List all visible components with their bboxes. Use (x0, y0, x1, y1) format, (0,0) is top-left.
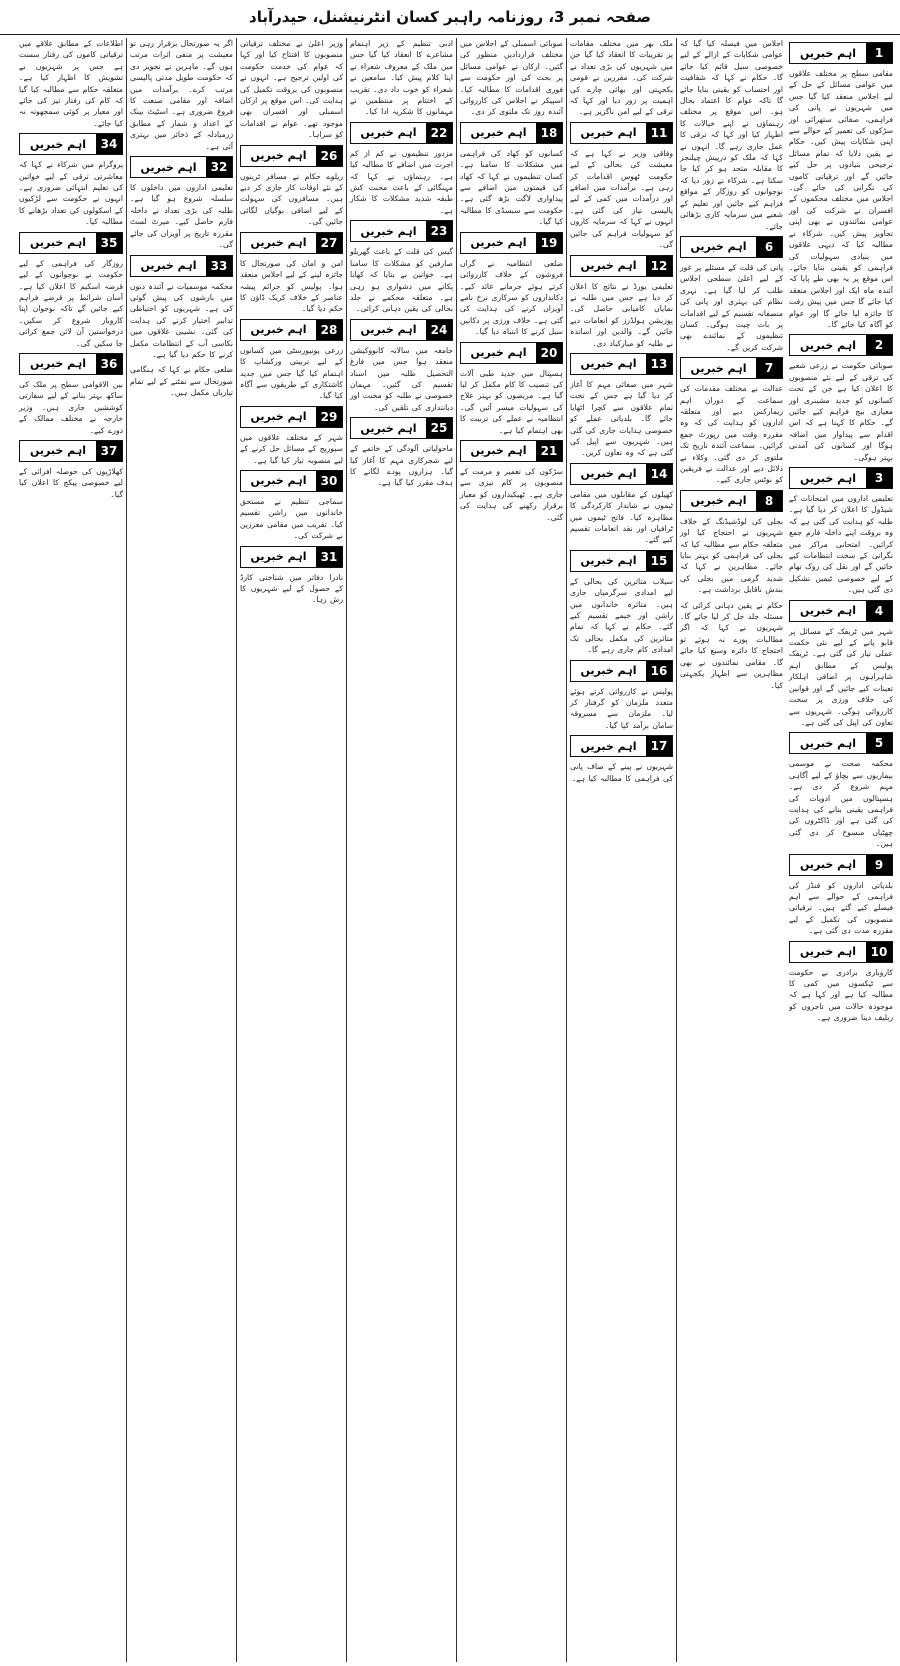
news-tag-box (19, 440, 123, 462)
news-item (350, 122, 453, 216)
news-tag-label: اہم خبریں (351, 221, 426, 241)
news-body-text: شہریوں نے پینے کے صاف پانی کی فراہمی کا مطالبہ کیا ہے۔ (570, 762, 673, 783)
news-body-text: وفاقی وزیر نے کہا ہے کہ معیشت کی بحالی کے لیے حکومت ٹھوس اقدامات کر رہی ہے۔ برآمدات میں اضافے اور درآمدات میں کمی کے لیے پالیسی تیار کی گئی ہے۔ انہوں نے کہا کہ سرمایہ کاروں کو سہولیات فراہم کی جائیں گی۔ (570, 148, 673, 250)
news-tag-box (570, 122, 673, 144)
news-tag-label: اہم خبریں (790, 43, 866, 63)
news-item (350, 38, 453, 118)
news-body-text: روزگار کی فراہمی کے لیے حکومت نے نوجوانوں کے لیے قرضہ اسکیم کا اعلان کیا ہے۔ آسان شرائط پر قرضے فراہم کیے جائیں گے تاکہ نوجوان اپنا کاروبار شروع کر سکیں۔ درخواستیں آن لائن جمع کرائی جا سکیں گی۔ (19, 258, 123, 348)
news-item (789, 600, 893, 729)
news-body-text: محکمہ موسمیات نے آئندہ دنوں میں بارشوں کی پیش گوئی کی ہے۔ شہریوں کو احتیاطی تدابیر اختیار کرنے کی ہدایت کی گئی۔ نشیبی علاقوں میں نکاسی آب کے انتظامات مکمل کرنے کا حکم دیا گیا ہے۔ (130, 281, 233, 359)
news-tag-box (680, 357, 783, 379)
news-item (570, 735, 673, 784)
news-number: 5 (866, 733, 892, 753)
news-tag-box (789, 600, 893, 622)
news-column (126, 38, 236, 1662)
news-number: 20 (536, 343, 562, 363)
news-number: 7 (756, 358, 782, 378)
news-item (130, 364, 233, 398)
news-body-text: بین الاقوامی سطح پر ملک کی ساکھ بہتر بنانے کے لیے سفارتی کوششیں جاری ہیں۔ وزیر خارجہ نے مختلف ممالک کے دورے کیے۔ (19, 379, 123, 435)
news-item (460, 232, 563, 338)
news-tag-box (789, 941, 893, 963)
news-tag-label: اہم خبریں (681, 358, 756, 378)
news-number: 3 (866, 468, 892, 488)
news-tag-box (460, 440, 563, 462)
news-number: 24 (426, 320, 452, 340)
news-tag-box (350, 417, 453, 439)
news-tag-label: اہم خبریں (351, 418, 426, 438)
news-body-text: اطلاعات کے مطابق علاقے میں ترقیاتی کاموں کی رفتار سست ہے جس پر شہریوں نے تشویش کا اظہار کیا ہے۔ متعلقہ حکام سے مطالبہ کیا گیا کہ کام کی رفتار تیز کی جائے اور معیار پر کوئی سمجھوتہ نہ کیا جائے۔ (19, 39, 123, 128)
news-tag-label: اہم خبریں (241, 547, 316, 567)
news-tag-label: اہم خبریں (571, 256, 646, 276)
news-body-text: صوبائی اسمبلی کے اجلاس میں مختلف قراردادیں منظور کی گئیں۔ ارکان نے عوامی مسائل پر بحث کی اور حکومت سے فوری اقدامات کا مطالبہ کیا۔ اسپیکر نے اجلاس کی کارروائی آئندہ روز تک ملتوی کر دی۔ (460, 39, 563, 117)
news-number: 10 (866, 942, 892, 962)
news-number: 1 (866, 43, 892, 63)
news-tag-box (240, 319, 343, 341)
news-tag-box (570, 463, 673, 485)
news-number: 11 (646, 123, 672, 143)
news-item (570, 38, 673, 118)
news-item (240, 232, 343, 315)
news-body-text: تعلیمی بورڈ نے نتائج کا اعلان کر دیا ہے جس میں طلبہ نے نمایاں کامیابی حاصل کی۔ پوزیشن ہولڈرز کو انعامات دیے جائیں گے۔ والدین اور اساتذہ نے طلبہ کو مبارکباد دی۔ (570, 281, 673, 348)
news-tag-label: اہم خبریں (241, 146, 316, 166)
news-number: 13 (646, 354, 672, 374)
page-header (0, 0, 900, 35)
news-body-text: شہر میں صفائی مہم کا آغاز کر دیا گیا ہے جس کے تحت تمام علاقوں سے کچرا اٹھایا جائے گا۔ بلدیاتی عملے کو خصوصی ہدایات جاری کی گئی ہیں۔ شہریوں سے اپیل کی گئی ہے کہ وہ تعاون کریں۔ (570, 379, 673, 458)
news-number: 29 (316, 407, 342, 427)
newspaper-columns (4, 38, 896, 1662)
news-body-text: پولیس نے کارروائی کرتے ہوئے متعدد ملزمان کو گرفتار کر لیا۔ ملزمان سے مسروقہ سامان برآمد کیا گیا۔ (570, 686, 673, 730)
news-body-text: کھلاڑیوں کی حوصلہ افزائی کے لیے خصوصی پیکج کا اعلان کیا گیا۔ (19, 466, 123, 499)
news-body-text: صوبائی حکومت نے زرعی شعبے کی ترقی کے لیے نئے منصوبوں کا اعلان کیا ہے جن کے تحت کسانوں کو جدید مشینری اور معیاری بیج فراہم کیے جائیں گے۔ حکام کا کہنا ہے کہ اس اقدام سے پیداوار میں اضافہ ہوگا اور کسانوں کی آمدنی بہتر ہوگی۔ (789, 361, 893, 462)
news-item (680, 600, 783, 691)
news-tag-box (570, 660, 673, 682)
news-number: 14 (646, 464, 672, 484)
news-item (130, 38, 233, 152)
news-item (789, 732, 893, 849)
news-body-text: پروگرام میں شرکاء نے کہا کہ معاشرتی ترقی کے لیے خواتین کی تعلیم انتہائی ضروری ہے۔ انہوں نے حکومت سے لڑکیوں کے اسکولوں کی تعداد بڑھانے کا مطالبہ کیا۔ (19, 160, 123, 227)
news-tag-box (789, 334, 893, 356)
news-tag-box (130, 156, 233, 178)
news-item (570, 353, 673, 459)
news-number: 27 (316, 233, 342, 253)
news-number: 22 (426, 123, 452, 143)
news-tag-box (19, 232, 123, 254)
news-item (680, 357, 783, 486)
news-tag-box (19, 133, 123, 155)
news-body-text: ادبی تنظیم کے زیر اہتمام مشاعرے کا انعقاد کیا گیا جس میں ملک کے معروف شعراء نے اپنا کلام پیش کیا۔ سامعین نے شعراء کو خوب داد دی۔ تقریب کے اختتام پر منتظمین نے مہمانوں کا شکریہ ادا کیا۔ (350, 39, 453, 117)
news-tag-label: اہم خبریں (20, 233, 96, 253)
news-column (16, 38, 126, 1662)
news-body-text: سڑکوں کی تعمیر و مرمت کے منصوبوں پر کام تیزی سے جاری ہے۔ ٹھیکیداروں کو معیار برقرار رکھنے کی ہدایت کی گئی۔ (460, 466, 563, 522)
news-tag-box (19, 353, 123, 375)
news-body-text: بلدیاتی اداروں کو فنڈز کی فراہمی کے حوالے سے اہم فیصلے کیے گئے ہیں۔ ترقیاتی منصوبوں کی تکمیل کے لیے مقررہ مدت دی گئی ہے۔ (789, 880, 893, 936)
news-item (240, 546, 343, 606)
news-body-text: ملک بھر میں مختلف مقامات پر تقریبات کا انعقاد کیا گیا جن میں شہریوں کی بڑی تعداد نے شرکت کی۔ مقررین نے قومی یکجہتی اور بھائی چارے کی اہمیت پر زور دیا اور کہا کہ ترقی کے لیے امن ناگزیر ہے۔ (570, 39, 673, 117)
news-tag-label: اہم خبریں (571, 354, 646, 374)
news-item (350, 417, 453, 489)
news-tag-label: اہم خبریں (20, 441, 96, 461)
news-tag-label: اہم خبریں (241, 407, 316, 427)
news-body-text: مزدور تنظیموں نے کم از کم اجرت میں اضافے کا مطالبہ کیا ہے۔ رہنماؤں نے کہا کہ مہنگائی کے باعث محنت کش طبقہ شدید مشکلات کا شکار ہے۔ (350, 148, 453, 215)
news-item (240, 406, 343, 466)
news-tag-box (240, 470, 343, 492)
news-tag-label: اہم خبریں (790, 855, 866, 875)
news-item (460, 440, 563, 523)
news-item (350, 220, 453, 314)
news-body-text: شہر میں ٹریفک کے مسائل پر قابو پانے کے لیے نئی حکمت عملی تیار کی گئی ہے۔ ٹریفک پولیس کے مطابق اہم شاہراہوں پر اضافی اہلکار تعینات کیے جائیں گے اور قوانین کی خلاف ورزی پر سخت کارروائی ہوگی۔ شہریوں سے تعاون کی اپیل کی گئی ہے۔ (789, 626, 893, 727)
news-column (346, 38, 456, 1662)
news-tag-label: اہم خبریں (790, 335, 866, 355)
news-tag-label: اہم خبریں (790, 733, 866, 753)
news-tag-box (789, 732, 893, 754)
news-body-text: سماجی تنظیم نے مستحق خاندانوں میں راشن تقسیم کیا۔ تقریب میں مقامی معززین نے شرکت کی۔ (240, 496, 343, 541)
news-column (566, 38, 676, 1662)
news-number: 18 (536, 123, 562, 143)
news-number: 35 (96, 233, 122, 253)
news-tag-box (240, 406, 343, 428)
news-tag-box (350, 220, 453, 242)
news-number: 30 (316, 471, 342, 491)
news-tag-label: اہم خبریں (131, 157, 206, 177)
news-number: 31 (316, 547, 342, 567)
news-item (570, 660, 673, 732)
news-number: 4 (866, 601, 892, 621)
news-body-text: حکام نے یقین دہانی کرائی کہ مسئلہ جلد حل کر لیا جائے گا۔ شہریوں نے کہا کہ اگر مطالبات پورے نہ ہوئے تو احتجاج کا دائرہ وسیع کیا جائے گا۔ مقامی نمائندوں نے بھی مظاہرین سے اظہار یکجہتی کیا۔ (680, 600, 783, 690)
news-tag-label: اہم خبریں (131, 256, 206, 276)
news-item (130, 255, 233, 361)
news-tag-box (240, 546, 343, 568)
news-body-text: وزیر اعلیٰ نے مختلف ترقیاتی منصوبوں کا افتتاح کیا اور کہا کہ عوام کی خدمت حکومت کی اولین ترجیح ہے۔ انہوں نے منصوبوں کی بروقت تکمیل کی ہدایت کی۔ اس موقع پر ارکان اسمبلی اور افسران بھی موجود تھے۔ عوام نے اقدامات کو سراہا۔ (240, 39, 343, 140)
news-number: 19 (536, 233, 562, 253)
news-tag-label: اہم خبریں (241, 320, 316, 340)
news-tag-label: اہم خبریں (20, 134, 96, 154)
news-tag-box (789, 42, 893, 64)
news-item (680, 38, 783, 232)
news-item (789, 42, 893, 330)
news-item (570, 463, 673, 546)
news-body-text: مقامی سطح پر مختلف علاقوں میں عوامی مسائل کے حل کے لیے اجلاس منعقد کیا گیا جس میں شہریوں نے پانی کی فراہمی، صفائی ستھرائی اور سڑکوں کی تعمیر کے حوالے سے اپنی شکایات پیش کیں۔ حکام نے یقین دلایا کہ تمام مسائل ترجیحی بنیادوں پر حل کیے جائیں گے اور ترقیاتی کاموں کی نگرانی کی جائے گی۔ اجلاس میں مختلف محکموں کے افسران نے شرکت کی اور عوامی نمائندوں نے بھی اپنی تجاویز پیش کیں۔ شرکاء نے مطالبہ کیا کہ دیہی علاقوں میں بنیادی سہولیات کی فراہمی کو یقینی بنایا جائے۔ اس موقع پر یہ بھی طے پایا کہ آئندہ ماہ ایک اور اجلاس منعقد کیا جائے گا جس میں پیش رفت کا جائزہ لیا جائے گا اور عوام کو آگاہ کیا جائے گا۔ (789, 69, 893, 329)
news-body-text: تعلیمی اداروں میں امتحانات کے شیڈول کا اعلان کر دیا گیا ہے۔ طلبہ کو ہدایت کی گئی ہے کہ وہ بروقت اپنے داخلہ فارم جمع کرائیں۔ امتحانی مراکز میں نگرانی کے سخت انتظامات کیے جائیں گے اور نقل کی روک تھام کے لیے خصوصی ٹیمیں تشکیل دی گئی ہیں۔ (789, 494, 893, 595)
news-column (236, 38, 346, 1662)
news-item (789, 854, 893, 937)
news-tag-box (240, 232, 343, 254)
news-tag-label: اہم خبریں (351, 123, 426, 143)
news-body-text: عدالت نے مختلف مقدمات کی سماعت کے دوران اہم ریمارکس دیے اور متعلقہ اداروں کو ہدایت کی کہ وہ مقررہ وقت میں رپورٹ جمع کرائیں۔ سماعت آئندہ تاریخ تک ملتوی کر دی گئی۔ وکلاء نے دلائل دیے اور عدالت نے فریقین کو نوٹس جاری کیے۔ (680, 384, 783, 485)
news-item (570, 122, 673, 251)
news-tag-label: اہم خبریں (571, 551, 646, 571)
news-number: 8 (756, 491, 782, 511)
news-column (676, 38, 786, 1662)
news-body-text: تعلیمی اداروں میں داخلوں کا سلسلہ شروع ہو گیا ہے۔ طلبہ کی بڑی تعداد نے داخلہ فارم حاصل کیے۔ میرٹ لسٹ مقررہ تاریخ پر آویزاں کی جائے گی۔ (130, 183, 233, 250)
news-tag-label: اہم خبریں (351, 320, 426, 340)
news-body-text: ہسپتال میں جدید طبی آلات کی تنصیب کا کام مکمل کر لیا گیا ہے۔ مریضوں کو بہتر علاج کی سہولیات میسر آئیں گی۔ انتظامیہ نے عملے کی تربیت کا بھی اہتمام کیا ہے۔ (460, 368, 563, 435)
news-number: 33 (206, 256, 232, 276)
news-number: 6 (756, 237, 782, 257)
news-tag-label: اہم خبریں (461, 343, 536, 363)
news-tag-label: اہم خبریں (571, 464, 646, 484)
news-item (460, 38, 563, 118)
news-body-text: سیلاب متاثرین کی بحالی کے لیے امدادی سرگرمیاں جاری ہیں۔ متاثرہ خاندانوں میں راشن اور خیمے تقسیم کیے گئے۔ حکام نے کہا کہ تمام متاثرین کی مکمل بحالی تک امدادی کام جاری رہے گا۔ (570, 576, 673, 655)
news-body-text: امن و امان کی صورتحال کا جائزہ لینے کے لیے اجلاس منعقد ہوا۔ پولیس کو جرائم پیشہ عناصر کے خلاف کریک ڈاؤن کا حکم دیا گیا۔ (240, 258, 343, 314)
news-item (570, 550, 673, 656)
news-tag-label: اہم خبریں (461, 441, 536, 461)
news-tag-box (570, 255, 673, 277)
news-item (240, 38, 343, 141)
news-tag-box (350, 319, 453, 341)
news-tag-box (240, 145, 343, 167)
news-tag-box (570, 550, 673, 572)
news-tag-label: اہم خبریں (681, 237, 756, 257)
news-tag-box (789, 854, 893, 876)
news-tag-label: اہم خبریں (241, 471, 316, 491)
news-body-text: زرعی یونیورسٹی میں کسانوں کے لیے تربیتی ورکشاپ کا اہتمام کیا گیا جس میں جدید کاشتکاری کے طریقوں سے آگاہ کیا گیا۔ (240, 345, 343, 401)
news-tag-label: اہم خبریں (571, 736, 646, 756)
news-number: 28 (316, 320, 342, 340)
news-item (570, 255, 673, 349)
news-number: 23 (426, 221, 452, 241)
news-body-text: کاروباری برادری نے حکومت سے ٹیکسوں میں کمی کا مطالبہ کیا ہے اور کہا ہے کہ موجودہ حالات میں تاجروں کو ریلیف دینا ضروری ہے۔ (789, 967, 893, 1023)
news-body-text: ضلعی انتظامیہ نے گراں فروشوں کے خلاف کارروائی کرتے ہوئے جرمانے عائد کیے۔ دکانداروں کو سرکاری نرخ نامے آویزاں کرنے کی ہدایت کی گئی ہے۔ خلاف ورزی پر دکانیں سیل کرنے کا انتباہ دیا گیا۔ (460, 258, 563, 337)
news-item (240, 470, 343, 542)
news-tag-box (130, 255, 233, 277)
news-body-text: شہر کے مختلف علاقوں میں سیوریج کے مسائل حل کرنے کے لیے منصوبہ تیار کیا گیا ہے۔ (240, 432, 343, 465)
news-tag-box (460, 232, 563, 254)
news-item (19, 440, 123, 500)
news-tag-label: اہم خبریں (571, 661, 646, 681)
news-tag-box (460, 342, 563, 364)
news-item (789, 467, 893, 596)
news-body-text: کسانوں کو کھاد کی فراہمی میں مشکلات کا سامنا ہے۔ کسان تنظیموں نے کہا کہ کھاد کی قیمتوں میں اضافے سے پیداواری لاگت بڑھ گئی ہے۔ حکومت سے سبسڈی کا مطالبہ کیا گیا۔ (460, 148, 563, 227)
news-body-text: بجلی کی لوڈشیڈنگ کے خلاف شہریوں نے احتجاج کیا اور متعلقہ حکام سے مطالبہ کیا کہ بجلی کی فراہمی کو بہتر بنایا جائے۔ مظاہرین نے کہا کہ شدید گرمی میں بجلی کی بندش ناقابل برداشت ہے۔ (680, 516, 783, 595)
news-item (460, 342, 563, 436)
news-body-text: محکمہ صحت نے موسمی بیماریوں سے بچاؤ کے لیے آگاہی مہم شروع کر دی ہے۔ ہسپتالوں میں ادویات کی فراہمی یقینی بنانے کی ہدایت کی گئی ہے اور ڈاکٹروں کی چھٹیاں منسوخ کر دی گئی ہیں۔ (789, 759, 893, 849)
news-number: 37 (96, 441, 122, 461)
news-number: 12 (646, 256, 672, 276)
page-title: صفحہ نمبر 3، روزنامہ راہبر کسان انٹرنیشنل، حیدرآباد (249, 8, 651, 26)
news-item (240, 145, 343, 228)
news-item (680, 236, 783, 353)
news-body-text: اگر یہ صورتحال برقرار رہی تو معیشت پر منفی اثرات مرتب ہوں گے۔ ماہرین نے تجویز دی کہ حکومت طویل مدتی پالیسی مرتب کرے۔ برآمدات میں اضافہ اور مقامی صنعت کا فروغ ضروری ہے۔ اسٹیٹ بینک کے اعداد و شمار کے مطابق زرمبادلہ کے ذخائر میں بہتری آئی ہے۔ (130, 39, 233, 151)
news-number: 34 (96, 134, 122, 154)
news-tag-label: اہم خبریں (790, 942, 866, 962)
news-tag-label: اہم خبریں (20, 354, 96, 374)
news-tag-box (789, 467, 893, 489)
news-number: 9 (866, 855, 892, 875)
news-item (19, 232, 123, 349)
news-item (460, 122, 563, 228)
news-body-text: ضلعی حکام نے کہا کہ ہنگامی صورتحال سے نمٹنے کے لیے تمام تیاریاں مکمل ہیں۔ (130, 365, 233, 398)
news-body-text: ماحولیاتی آلودگی کے خاتمے کے لیے شجرکاری مہم کا آغاز کیا گیا۔ ہزاروں پودے لگانے کا ہدف مقرر کیا گیا ہے۔ (350, 444, 453, 488)
news-number: 21 (536, 441, 562, 461)
news-tag-label: اہم خبریں (790, 601, 866, 621)
news-tag-label: اہم خبریں (571, 123, 646, 143)
news-body-text: نادرا دفاتر میں شناختی کارڈ کے حصول کے لیے شہریوں کا رش رہا۔ (240, 572, 343, 605)
news-tag-label: اہم خبریں (241, 233, 316, 253)
news-item (19, 133, 123, 227)
news-tag-box (570, 735, 673, 757)
news-item (130, 156, 233, 250)
news-tag-box (350, 122, 453, 144)
news-tag-label: اہم خبریں (681, 491, 756, 511)
news-item (19, 353, 123, 436)
news-body-text: پانی کی قلت کے مسئلے پر غور کے لیے اعلیٰ سطحی اجلاس طلب کر لیا گیا ہے۔ نہری نظام کی بہتری اور پانی کی منصفانہ تقسیم کے لیے اقدامات پر بات چیت ہوگی۔ کسان تنظیموں کے نمائندے بھی شرکت کریں گے۔ (680, 262, 783, 352)
news-tag-label: اہم خبریں (461, 233, 536, 253)
news-number: 15 (646, 551, 672, 571)
news-number: 2 (866, 335, 892, 355)
news-item (350, 319, 453, 413)
news-body-text: گیس کی قلت کے باعث گھریلو صارفین کو مشکلات کا سامنا ہے۔ خواتین نے بتایا کہ کھانا پکانے میں دشواری ہو رہی ہے۔ متعلقہ محکمے نے جلد بحالی کی یقین دہانی کرائی۔ (350, 247, 453, 314)
news-column (786, 38, 896, 1662)
news-tag-box (680, 236, 783, 258)
news-tag-label: اہم خبریں (790, 468, 866, 488)
news-number: 32 (206, 157, 232, 177)
news-column (456, 38, 566, 1662)
news-tag-box (570, 353, 673, 375)
news-number: 36 (96, 354, 122, 374)
news-item (680, 490, 783, 596)
news-number: 17 (646, 736, 672, 756)
news-item (789, 334, 893, 463)
news-tag-box (680, 490, 783, 512)
news-tag-label: اہم خبریں (461, 123, 536, 143)
news-item (240, 319, 343, 402)
news-item (789, 941, 893, 1024)
news-number: 26 (316, 146, 342, 166)
news-number: 16 (646, 661, 672, 681)
news-tag-box (460, 122, 563, 144)
news-item (19, 38, 123, 129)
news-body-text: اجلاس میں فیصلہ کیا گیا کہ عوامی شکایات کے ازالے کے لیے خصوصی سیل قائم کیا جائے گا۔ حکام نے کہا کہ شفافیت اور احتساب کو یقینی بنایا جائے گا تاکہ عوام کا اعتماد بحال ہو۔ اس موقع پر مختلف رہنماؤں نے اپنے خیالات کا اظہار کیا اور کہا کہ ترقی کا عمل جاری رہے گا۔ انہوں نے کہا کہ ملک کو درپیش چیلنجز کا مقابلہ متحد ہو کر کیا جا سکتا ہے۔ شرکاء نے زور دیا کہ نوجوانوں کو روزگار کے مواقع فراہم کیے جائیں اور تعلیم کے شعبے میں سرمایہ کاری بڑھائی جائے۔ (680, 39, 783, 231)
news-number: 25 (426, 418, 452, 438)
news-body-text: جامعہ میں سالانہ کانووکیشن منعقد ہوا جس میں فارغ التحصیل طلبہ میں اسناد تقسیم کی گئیں۔ مہمان خصوصی نے طلبہ کو محنت اور دیانتداری کی تلقین کی۔ (350, 345, 453, 412)
news-body-text: ریلوے حکام نے مسافر ٹرینوں کے نئے اوقات کار جاری کر دیے ہیں۔ مسافروں کی سہولت کے لیے اضافی بوگیاں لگائی جائیں گی۔ (240, 171, 343, 227)
news-body-text: کھیلوں کے مقابلوں میں مقامی ٹیموں نے شاندار کارکردگی کا مظاہرہ کیا۔ فاتح ٹیموں میں ٹرافیاں اور نقد انعامات تقسیم کیے گئے۔ (570, 489, 673, 545)
